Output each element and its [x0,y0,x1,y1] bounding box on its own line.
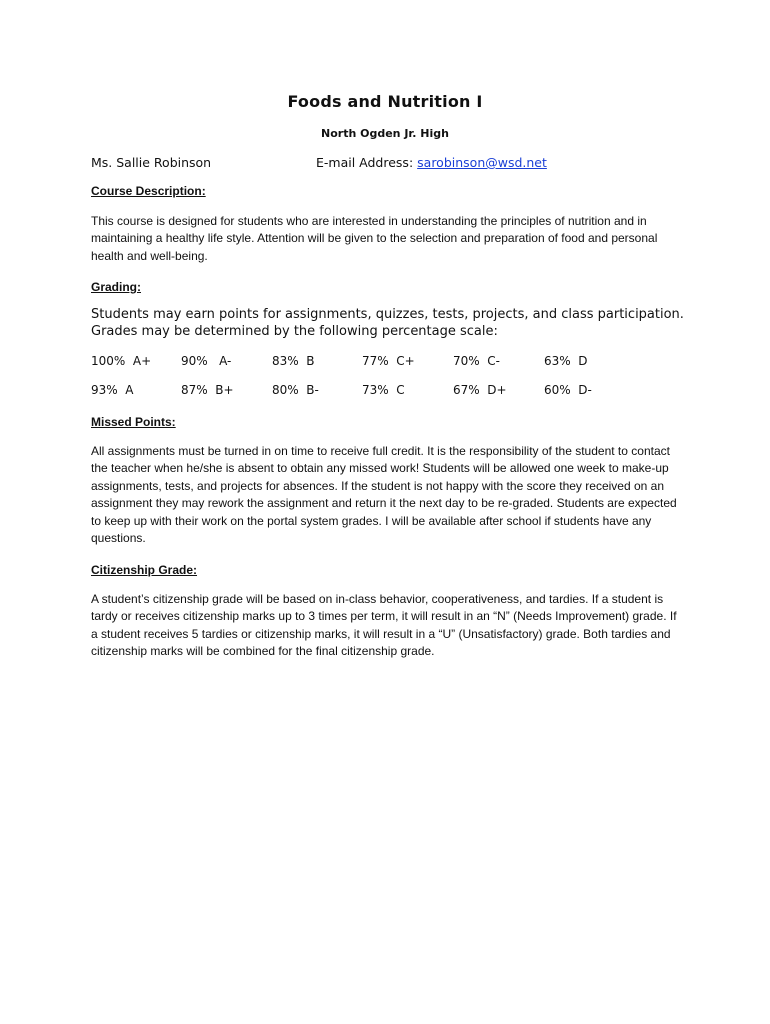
citizenship-text: A student’s citizenship grade will be based on in-class behavior, cooperativeness, and tardies. If a student is tardy or receives citizenship marks up to 3 times per term, it will result in an “N” (Needs Improvement) grade. If a student receives 5 tardies or citizenship marks, it will result in a “U” (Unsatisfactory) grade. Both tardies and citizenship marks will be combined for the final citizenship grade. [91,592,677,659]
grade-scale-cell: 70% C- [453,354,501,368]
citizenship-heading: Citizenship Grade: [91,563,198,577]
teacher-name: Ms. Sallie Robinson [91,155,212,170]
grade-scale-cell: 100% A+ [91,354,152,368]
grade-scale-cell: 87% B+ [181,383,234,397]
course-description-heading: Course Description: [91,184,206,198]
grade-scale-cell: 93% A [91,383,134,397]
grade-scale-cell: 83% B [272,354,315,368]
email-label: E-mail Address: [316,155,418,170]
grade-scale-cell: 73% C [362,383,405,397]
grade-scale-cell: 90% A- [181,354,232,368]
grade-scale-cell: 60% D- [544,383,592,397]
grade-scale-cell: 77% C+ [362,354,415,368]
grade-scale-row-2 [91,383,691,401]
grade-scale-row-1 [91,354,691,372]
email-link[interactable]: sarobinson@wsd.net [417,155,547,170]
grading-text: Students may earn points for assignments, quizzes, tests, projects, and class participation. Grades may be determined by the following percentage scale: [91,307,684,339]
missed-points-text: All assignments must be turned in on time to receive full credit. It is the responsibility of the student to contact the teacher when he/she is absent to obtain any missed work! Students will be allowed one week to make-up assignments, tests, and projects for absences. If the student is not happy with the score they received on an assignment they may rework the assignment and return it the next day to be re-graded. Students are expected to keep up with their work on the portal system grades. I will be available after school if students have any questions. [91,444,677,546]
grading-heading: Grading: [91,280,141,294]
course-description-text: This course is designed for students who are interested in understanding the principles of nutrition and in maintaining a healthy life style. Attention will be given to the selection and preparation of food and personal health and well-being. [91,214,658,263]
grade-scale-cell: 80% B- [272,383,319,397]
grade-scale-cell: 63% D [544,354,588,368]
document-title: Foods and Nutrition I [287,92,483,111]
missed-points-heading: Missed Points: [91,415,176,429]
email-row [316,155,547,170]
grade-scale-cell: 67% D+ [453,383,507,397]
school-name: North Ogden Jr. High [321,127,449,140]
